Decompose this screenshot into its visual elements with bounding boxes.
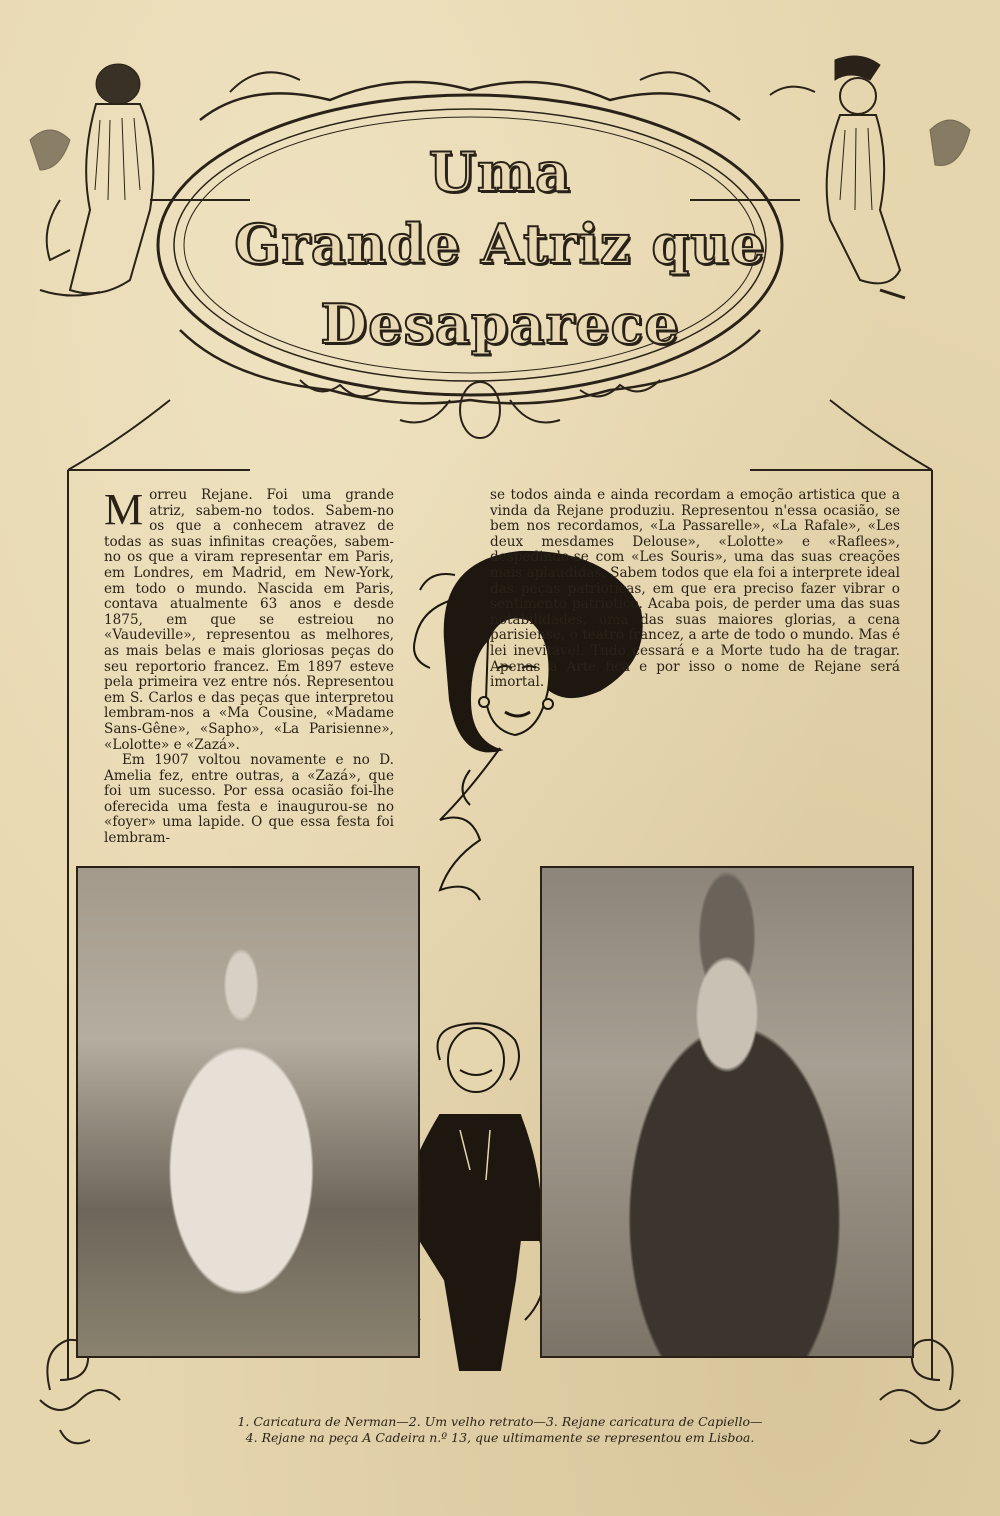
caption-line-2: 4. Rejane na peça A Cadeira n.º 13, que ultimamente se representou em Lisboa.: [245, 1430, 755, 1445]
article-paragraph: [104, 485, 394, 753]
caption-line-1: 1. Caricatura de Nerman—2. Um velho retrato—3. Rejane caricatura de Capiello—: [237, 1414, 763, 1429]
title-line-1: Uma: [428, 140, 572, 204]
photo-old-portrait: [76, 866, 420, 1358]
title-line-2: Grande Atriz que: [234, 212, 766, 276]
article-left-column: [104, 485, 394, 847]
article-right-column: [490, 488, 900, 691]
title-line-3: Desaparece: [320, 292, 680, 356]
left-paragraph-1: orreu Rejane. Foi uma grande atriz, sabem-no todos. Sabem-no os que a conhecem atravez de todas as suas infinitas creações, sabem-no os que a viram representar em Paris, em Londres, em Madrid, em New-York, em todo o mundo. Nascida em Paris, contava atualmente 63 anos e desde 1875, em que se estreiou no «Vaudeville», representou as melhores, as mais belas e mais gloriosas peças do seu reportorio francez. Em 1897 esteve pela primeira vez entre nós. Representou em S. Carlos e das peças que interpretou lembram-nos a «Ma Cousine, «Madame Sans-Gêne», «Sapho», «La Parisienne», «Lolotte» e «Zazá».: [104, 487, 394, 753]
right-paragraph-1: se todos ainda e ainda recordam a emoção artistica que a vinda da Rejane produziu. Representou n'essa ocasião, se bem nos recordamos, «La Passarelle», «La Rafale», «Les deux mesdames Delouse», «Lolotte» e «Raflees», despedindo-se com «Les Souris», uma das suas creações mais aplaudidas. Sabem todos que ela foi a interprete ideal das peças patrioticas, em que era preciso fazer vibrar o sentimento patriotico. Acaba pois, de perder uma das suas notabilidades, uma das suas maiores glorias, a cena parisiense, o teatro francez, a arte de todo o mundo. Mas é lei inevitavel. Tudo cessará e a Morte tudo ha de tragar. Apenas a Arte fica e por isso o nome de Rejane será imortal.: [490, 487, 901, 691]
left-paragraph-2: Em 1907 voltou novamente e no D. Amelia fez, entre outras, a «Zazá», que foi um sucesso. Por essa ocasião foi-lhe oferecida uma festa e inaugurou-se no «foyer» uma lapide. O que essa festa foi lembram-: [104, 752, 394, 847]
drop-cap: M: [104, 485, 144, 534]
photo-rejane-cadeira-13: [540, 866, 914, 1358]
